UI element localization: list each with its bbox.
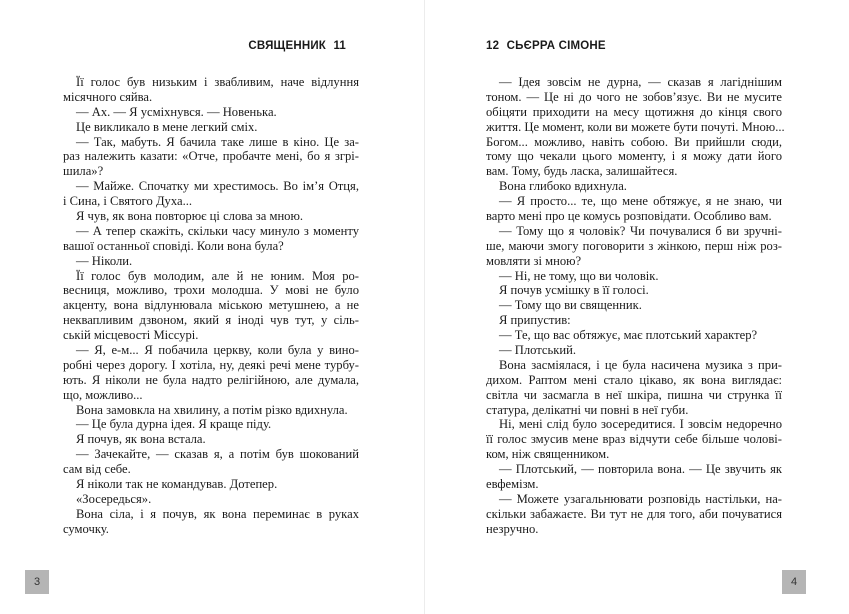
page-body-text (486, 75, 785, 537)
text-line: дихом. Раптом мені стало цікаво, як вона виглядає: (486, 372, 782, 387)
text-line: тоном. — Це ні до чого не зобов’язує. Ви не мусите (486, 89, 782, 104)
text-line: Вона замовкла на хвилину, а потім різко вдихнула. (76, 402, 348, 417)
text-line: місячного сяйва. (63, 89, 153, 104)
text-line: — Так, мабуть. Я бачила таке лише в кіно. Це за- (76, 134, 359, 149)
running-header (482, 40, 606, 52)
text-line: ській місцевості Міссурі. (63, 328, 199, 343)
text-line: — А тепер скажіть, скільки часу минуло з моменту (76, 223, 359, 238)
text-line: ше, маючи змогу поговорити з жінкою, перш ніж роз- (486, 238, 782, 253)
text-line: — Майже. Спочатку ми хрестимось. Во ім’я Отця, (76, 179, 359, 194)
text-line: — Я, е-м... Я побачила церкву, коли була у вино- (76, 343, 359, 358)
text-line: сумочку. (63, 521, 109, 536)
text-line: мовляти зі мною? (486, 253, 582, 268)
text-line: статура, делікатні чи повні в неї губи. (486, 402, 689, 417)
text-line: незручно. (486, 521, 539, 536)
text-line: — Я просто... те, що мене обтяжує, я не знаю, чи (499, 194, 782, 209)
text-line: Я чув, як вона повторює ці слова за мною. (76, 209, 304, 224)
text-line: життя. Це момент, коли ви можете бути почуті. Мною... (486, 119, 785, 134)
text-line: Я почув усмішку в її голосі. (499, 283, 649, 298)
text-line: робні через дорогу. І хотіла, ну, деякі речі мене турбу- (63, 357, 359, 372)
text-line: — Те, що вас обтяжує, має плотський характер? (499, 328, 758, 343)
text-line: Я припустив: (499, 313, 571, 328)
text-line: світла чи засмагла в неї шкіра, пишна чи струнка її (486, 387, 782, 402)
text-line: неквапливим дзвоном, який я іноді чув тут, у сіль- (63, 313, 359, 328)
text-line: тому що чекали цього моменту, і я можу дати його (486, 149, 782, 164)
text-line: весниця, можливо, трохи молодша. У мові не було (63, 283, 359, 298)
text-line: вам. Тому, будь ласка, залишайтеся. (486, 164, 678, 179)
text-line: скільки забажаєте. Ви тут не для того, аби почуватися (486, 506, 782, 521)
text-line: шила»? (63, 164, 104, 179)
right-page (425, 0, 849, 614)
text-line: Її голос був низьким і звабливим, наче відлуння (76, 75, 359, 89)
header-page-number: 11 (333, 40, 346, 52)
left-page (0, 0, 424, 614)
text-line: Вона сіла, і я почув, як вона переминає в руках (76, 506, 359, 521)
text-line: ком, ніж священником. (486, 447, 610, 462)
page-body-text (63, 75, 359, 537)
text-line: — Плотський. (499, 343, 576, 358)
text-line: — Можете узагальнювати розповідь настільки, на- (499, 491, 782, 506)
text-line: — Ні, не тому, що ви чоловік. (499, 268, 659, 283)
text-line: — Тому що ви священник. (499, 298, 642, 313)
text-line: — Зачекайте, — сказав я, а потім був шокований (76, 447, 359, 462)
text-line: Це викликало в мене легкий сміх. (76, 119, 258, 134)
text-line: Її голос був молодим, але й не юним. Моя ро- (76, 268, 359, 283)
text-line: — Ніколи. (76, 253, 133, 268)
text-line: — Тому що я чоловік? Чи почувалися б ви зручні- (499, 223, 782, 238)
text-line: Богом... можливо, навіть собою. Ви прийшли сюди, (486, 134, 782, 149)
page-folio-badge: 3 (25, 570, 49, 594)
text-line: Я ніколи так не командував. Дотепер. (76, 477, 278, 492)
text-line: варто мені про це комусь розповідати. Особливо вам. (486, 209, 772, 224)
text-line: сам від себе. (63, 462, 131, 477)
text-line: Вона засміялася, і це була насичена музика з при- (499, 357, 782, 372)
text-line: — Це була дурна ідея. Я краще піду. (76, 417, 272, 432)
text-line: акценту, вона відлунювала міською метушнею, а не (63, 298, 359, 313)
text-line: евфемізм. (486, 477, 539, 492)
text-line: Я почув, як вона встала. (76, 432, 206, 447)
text-line: — Ідея зовсім не дурна, — сказав я лагіднішим (499, 75, 782, 89)
header-title: СЬЄРРА СІМОНЕ (506, 40, 606, 52)
running-header (248, 40, 350, 52)
text-line: Ні, мені слід було зосередитися. І зовсім недоречно (499, 417, 782, 432)
header-title: СВЯЩЕННИК (248, 40, 327, 52)
text-line: її голос змусив мене враз відчути себе більше чолові- (486, 432, 782, 447)
text-line: що, можливо... (63, 387, 143, 402)
text-line: — Плотський, — повторила вона. — Це звучить як (499, 462, 782, 477)
text-line: вашої останньої сповіді. Коли вона була? (63, 238, 284, 253)
text-line: і Сина, і Святого Духа... (63, 194, 193, 209)
text-line: — Ах. — Я усміхнувся. — Новенька. (76, 104, 277, 119)
text-line: раз належить казати: «Отче, пробачте мені, бо я згрі- (63, 149, 359, 164)
text-line: обіцяти приходити на месу щотижня до кінця свого (486, 104, 782, 119)
text-line: «Зосередься». (76, 491, 152, 506)
header-page-number: 12 (486, 40, 500, 52)
page-folio-badge: 4 (782, 570, 806, 594)
text-line: Вона глибоко вдихнула. (499, 179, 627, 194)
text-line: ють. Я ніколи не була надто релігійною, але думала, (63, 372, 359, 387)
